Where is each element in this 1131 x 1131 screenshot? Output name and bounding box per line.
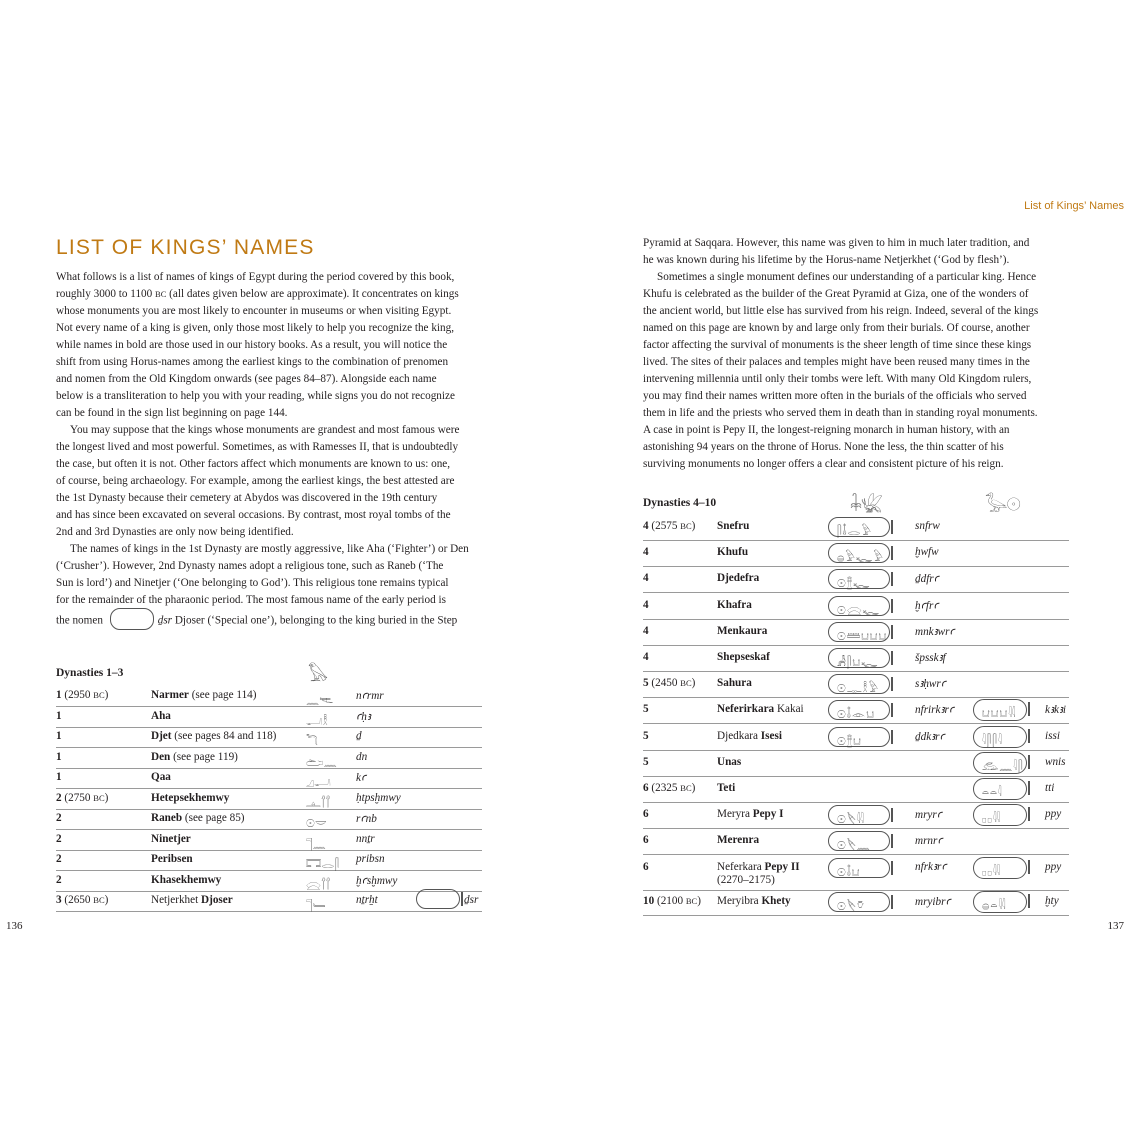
king-name: Djet bbox=[151, 730, 172, 742]
king-name-note: (see pages 84 and 118) bbox=[174, 730, 277, 742]
dynasty-number: 2 bbox=[56, 853, 62, 865]
prenomen-cartouche-icon bbox=[828, 858, 890, 878]
transliteration: ḥtpsḫmwy bbox=[356, 791, 401, 804]
table-row bbox=[643, 856, 1069, 891]
table-row bbox=[56, 789, 482, 810]
dynasty-number: 2 bbox=[56, 812, 62, 824]
king-name-cell bbox=[717, 520, 749, 532]
transliteration: ḫꜥsḫmwy bbox=[356, 874, 398, 887]
nomen-cartouche-icon bbox=[973, 891, 1027, 913]
body-line: Sun is lord’) and Ninetjer (‘One belonging to God’). This religious tone remains typical bbox=[56, 577, 449, 589]
cartouche-glyphs: 𓇳𓊽𓂓 bbox=[837, 735, 862, 748]
king-name-cell bbox=[717, 625, 767, 637]
transliteration: dn bbox=[356, 750, 368, 763]
king-name: Neferirkara bbox=[717, 703, 775, 716]
king-name: Khufu bbox=[717, 546, 749, 559]
king-name-prefix: Djedkara bbox=[717, 729, 761, 742]
dynasty-number: 3 bbox=[56, 894, 62, 906]
king-name-cell bbox=[151, 853, 193, 865]
body-line: the longest lived and most powerful. Sometimes, as with Ramesses II, that is undoubtedly bbox=[56, 441, 459, 453]
king-name-cell bbox=[717, 756, 741, 768]
table-row bbox=[643, 541, 1069, 567]
hieroglyph-icon: 𓈍𓋾𓋾 bbox=[306, 879, 331, 892]
table-row bbox=[643, 567, 1069, 593]
transliteration: mrnrꜥ bbox=[915, 835, 943, 848]
prenomen-cartouche-icon bbox=[828, 569, 890, 589]
nomen-transliteration: tti bbox=[1045, 782, 1055, 794]
transliteration: nfrkꜣrꜥ bbox=[915, 860, 947, 873]
dynasty-number: 4 bbox=[643, 572, 649, 585]
king-name: Pepy I bbox=[752, 808, 784, 821]
prenomen-cartouche-icon bbox=[828, 622, 890, 642]
hieroglyph-icon: 𓇳𓎟 bbox=[306, 818, 327, 830]
dynasty-number: 4 bbox=[643, 546, 649, 559]
nomen-transliteration: ppy bbox=[1045, 860, 1062, 873]
king-name-cell bbox=[151, 689, 257, 701]
nomen-transliteration: kꜣkꜣi bbox=[1045, 704, 1067, 717]
dynasty-cell bbox=[643, 651, 649, 663]
djoser-cartouche-icon bbox=[110, 608, 154, 630]
body-line: and nomen from the Old Kingdom onwards (see pages 84–87). Alongside each name bbox=[56, 373, 437, 385]
dynasty-cell bbox=[56, 710, 62, 722]
dynasty-number: 4 bbox=[643, 598, 649, 611]
table-row bbox=[56, 707, 482, 728]
dynasty-number: 2 bbox=[56, 832, 62, 845]
dynasty-cell bbox=[56, 689, 108, 701]
body-line: Not every name of a king is given, only those most likely to help you recognize the king, bbox=[56, 322, 455, 334]
dynasty-number: 1 bbox=[56, 771, 62, 783]
dynasty-number: 6 bbox=[643, 782, 649, 794]
table-row bbox=[56, 768, 482, 789]
horus-falcon-icon: 𓅃 bbox=[308, 665, 328, 685]
body-line: intervening millennia until only their tombs were left. With many Old Kingdom rulers, bbox=[643, 373, 1032, 385]
dynasty-number: 4 bbox=[643, 651, 649, 663]
transliteration: ḏ bbox=[356, 730, 362, 742]
prenomen-cartouche-icon bbox=[828, 543, 890, 563]
dynasty-cell bbox=[56, 833, 62, 845]
cartouche-glyphs: 𓏏𓏏𓇋 bbox=[982, 787, 1003, 799]
dynasty-cell bbox=[56, 751, 62, 763]
dynasty-number: 1 bbox=[56, 750, 62, 763]
dynasty-date: (2100 BC) bbox=[656, 894, 701, 907]
king-name-note: (see page 85) bbox=[184, 812, 245, 824]
cartouche-glyphs: 𓂓𓂓𓂓𓇌 bbox=[982, 708, 1017, 721]
dynasty-cell bbox=[56, 792, 108, 804]
transliteration: mnkꜣwrꜥ bbox=[915, 625, 955, 638]
cartouche-glyphs: 𓇳𓌸𓇌 bbox=[837, 814, 865, 827]
table-row bbox=[56, 850, 482, 871]
last-line-translit: ḏsr bbox=[157, 614, 173, 627]
prenomen-cartouche-icon bbox=[828, 892, 890, 912]
king-name: Khety bbox=[761, 894, 791, 907]
king-name: Snefru bbox=[717, 520, 750, 532]
hieroglyph-icon: 𓈖𓌻 bbox=[306, 695, 334, 707]
cartouche-icon bbox=[416, 889, 460, 909]
dynasty-number: 1 bbox=[56, 709, 62, 722]
dynasty-number: 6 bbox=[643, 808, 649, 821]
cartouche-glyphs: 𓇳𓏠𓂓𓂓𓂓 bbox=[837, 630, 888, 643]
body-line: A case in point is Pepy II, the longest-reigning monarch in human history, with an bbox=[643, 424, 1010, 436]
dynasty-cell bbox=[643, 703, 649, 715]
king-name-cell bbox=[151, 812, 245, 824]
transliteration: rꜥnb bbox=[356, 813, 377, 825]
left-last-line bbox=[56, 610, 457, 632]
table-row bbox=[643, 646, 1069, 672]
dynasty-date: (2575 BC) bbox=[651, 520, 696, 532]
dynasty-cell bbox=[56, 894, 108, 906]
cartouche-glyphs: 𓇳𓄤𓁹𓂓 bbox=[837, 709, 875, 722]
body-line: the ancient world, but little else has survived from his reign. Indeed, several of the kings bbox=[643, 305, 1039, 317]
dynasty-date: (2650 BC) bbox=[64, 894, 109, 906]
cartouche-glyphs: 𓊪𓊪𓇌 bbox=[982, 865, 1002, 878]
dynasty-cell bbox=[56, 771, 62, 783]
king-name-prefix: Neferkara bbox=[717, 860, 765, 873]
body-line: Pyramid at Saqqara. However, this name was given to him in much later tradition, and bbox=[643, 237, 1030, 249]
table-row bbox=[56, 871, 482, 892]
body-line: named on this page are known by and large only from their burials. Of course, another bbox=[643, 322, 1030, 334]
left-body-text bbox=[56, 269, 486, 609]
king-name: Khafra bbox=[717, 598, 752, 611]
transliteration: kꜥ bbox=[356, 772, 367, 784]
dynasty-cell bbox=[643, 546, 649, 558]
king-name-cell bbox=[717, 834, 759, 846]
transliteration: ḫwfw bbox=[915, 546, 939, 559]
body-line: astonishing 94 years on the throne of Horus. None the less, the thin scatter of his bbox=[643, 441, 1004, 453]
cartouche-glyphs: 𓇳𓌸𓄣 bbox=[837, 900, 865, 913]
hieroglyph-icon: 𓉐𓂋𓋴 bbox=[306, 859, 340, 871]
king-name-cell bbox=[717, 546, 748, 558]
hieroglyph-icon: 𓂧𓈖 bbox=[306, 756, 338, 769]
nomen-transliteration: issi bbox=[1045, 729, 1060, 742]
nomen-cartouche-icon bbox=[973, 752, 1027, 774]
king-name: Ninetjer bbox=[151, 832, 191, 845]
king-name: Djedefra bbox=[717, 572, 760, 585]
table-row bbox=[643, 725, 1069, 751]
dynasty-cell bbox=[56, 730, 62, 742]
prenomen-cartouche-icon bbox=[828, 805, 890, 825]
dynasty-date: (2325 BC) bbox=[651, 782, 696, 794]
dynasty-number: 6 bbox=[643, 834, 649, 847]
body-line: he was known during his lifetime by the Horus-name Netjerkhet (‘God by flesh’). bbox=[643, 254, 1010, 266]
hieroglyph-icon: 𓊵𓋾𓋾 bbox=[306, 797, 331, 810]
cartouche-glyphs: 𓊪𓊪𓇌 bbox=[982, 813, 1002, 826]
transliteration: ꜥḥꜣ bbox=[356, 710, 371, 723]
sedge-bee-icon: 𓇓𓆤 bbox=[850, 495, 882, 515]
king-name-cell bbox=[151, 833, 191, 845]
king-name-cell bbox=[151, 894, 233, 906]
transliteration: ḏdfrꜥ bbox=[915, 573, 939, 586]
cartouche-glyphs: 𓇳𓊃𓎛𓅱 bbox=[837, 683, 880, 696]
body-line: whose monuments you are most likely to encounter in museums or when visiting Egypt. bbox=[56, 305, 452, 317]
dynasty-cell bbox=[56, 874, 62, 886]
dynasty-number: 2 bbox=[56, 791, 62, 804]
transliteration: špsskꜣf bbox=[915, 652, 946, 664]
dynasty-cell bbox=[643, 677, 695, 689]
table-row bbox=[56, 748, 482, 769]
body-line: can be found in the sign list beginning on page 144. bbox=[56, 407, 288, 419]
king-name-cell bbox=[151, 792, 229, 804]
king-name-note: (see page 119) bbox=[173, 750, 238, 763]
transliteration: pribsn bbox=[356, 853, 385, 865]
king-name-cell bbox=[717, 703, 804, 715]
body-line: and has since been excavated on several occasions. By contrast, most royal tombs of the bbox=[56, 509, 451, 521]
king-name: Pepy II bbox=[764, 860, 800, 873]
dynasty-cell bbox=[56, 812, 62, 824]
reign-dates: (2270–2175) bbox=[717, 873, 775, 886]
king-name: Peribsen bbox=[151, 853, 193, 865]
nomen-transliteration: ḫty bbox=[1045, 894, 1059, 907]
dynasty-cell bbox=[643, 625, 649, 637]
body-line: for the remainder of the pharaonic period. The most famous name of the early period is bbox=[56, 594, 446, 606]
transliteration: nnṯr bbox=[356, 832, 375, 845]
king-name-cell bbox=[151, 874, 221, 886]
hieroglyph-icon: 𓆓 bbox=[306, 736, 318, 748]
king-name-cell bbox=[151, 730, 276, 742]
cartouche-glyphs: 𓋴𓄤𓂋𓅱 bbox=[837, 526, 872, 538]
body-line: them in life and the priests who served them in death than in standing royal monuments. bbox=[643, 407, 1038, 419]
hieroglyph-icon: 𓂝𓎛 bbox=[306, 715, 328, 728]
dynasty-cell bbox=[643, 808, 649, 820]
transliteration: mryrꜥ bbox=[915, 809, 943, 822]
dynasty-cell bbox=[643, 572, 649, 584]
body-line: below is a transliteration to help you with your reading, while signs you do not recognize bbox=[56, 390, 455, 402]
dynasty-number: 5 bbox=[643, 755, 649, 768]
cartouche-glyphs: 𓇳𓄤𓂓 bbox=[837, 866, 861, 879]
dynasty-cell bbox=[643, 782, 695, 794]
dynasty-number: 6 bbox=[643, 860, 649, 873]
cartouche-transliteration: ḏsr bbox=[464, 894, 479, 906]
table-row bbox=[643, 515, 1069, 541]
cartouche-glyphs: 𓐍𓏏𓇌 bbox=[982, 899, 1007, 912]
king-name: Teti bbox=[717, 782, 736, 794]
prenomen-cartouche-icon bbox=[828, 700, 890, 720]
page-title: LIST OF KINGS’ NAMES bbox=[56, 236, 315, 259]
body-line: roughly 3000 to 1100 BC (all dates given below are approximate). It concentrates on kings bbox=[56, 288, 459, 300]
transliteration: mryibrꜥ bbox=[915, 895, 951, 908]
king-name-cell bbox=[717, 677, 752, 689]
body-line: the 1st Dynasty because their cemetery at Abydos was discovered in the 19th century bbox=[56, 492, 438, 504]
king-name: Narmer bbox=[151, 689, 189, 701]
table-row bbox=[56, 891, 482, 912]
body-line: the case, but often it is not. Other factors affect which monuments are known to us: one, bbox=[56, 458, 451, 470]
king-name-cell bbox=[717, 861, 800, 887]
transliteration: snfrw bbox=[915, 520, 940, 532]
king-name-cell bbox=[717, 730, 782, 742]
king-name-cell bbox=[717, 599, 752, 611]
body-line: factor affecting the survival of monuments is the sheer length of time since these kings bbox=[643, 339, 1032, 351]
transliteration: ḫꜥfrꜥ bbox=[915, 599, 939, 612]
dynasty-number: 1 bbox=[56, 689, 62, 701]
table-row bbox=[56, 727, 482, 748]
king-name-suffix: Kakai bbox=[774, 703, 804, 716]
prenomen-cartouche-icon bbox=[828, 674, 890, 694]
table-row bbox=[643, 803, 1069, 829]
king-name: Djoser bbox=[201, 894, 233, 906]
dynasty-number: 4 bbox=[643, 520, 649, 532]
king-name: Menkaura bbox=[717, 624, 768, 637]
table-row bbox=[643, 829, 1069, 855]
king-name: Merenra bbox=[717, 834, 760, 847]
nomen-transliteration: wnis bbox=[1045, 755, 1066, 768]
king-name: Qaa bbox=[151, 771, 171, 783]
king-name-cell bbox=[717, 808, 784, 820]
cartouche-glyphs: 𓇳𓊽𓆑 bbox=[837, 578, 871, 591]
king-name-prefix: Meryra bbox=[717, 808, 753, 821]
table-row bbox=[643, 698, 1069, 724]
dynasty-number: 4 bbox=[643, 624, 649, 637]
king-name-prefix: Netjerkhet bbox=[151, 894, 202, 906]
prenomen-cartouche-icon bbox=[828, 727, 890, 747]
table-row bbox=[643, 751, 1069, 777]
hieroglyph-icon: 𓈎𓂝 bbox=[306, 777, 331, 789]
nomen-transliteration: ppy bbox=[1045, 808, 1062, 821]
king-name: Shepseskaf bbox=[717, 651, 770, 663]
king-name: Sahura bbox=[717, 677, 752, 690]
page-number-left: 136 bbox=[6, 920, 23, 932]
king-name-prefix: Meryibra bbox=[717, 894, 762, 907]
dynasty-date: (2950 BC) bbox=[64, 689, 109, 701]
dynasty-cell bbox=[643, 861, 649, 874]
cartouche-glyphs: 𓇳𓈍𓆑 bbox=[837, 604, 881, 617]
body-line: while names in bold are those used in our history books. As a result, you will notice the bbox=[56, 339, 448, 351]
king-name: Den bbox=[151, 750, 171, 763]
hieroglyph-icon: 𓊹𓄑 bbox=[306, 900, 326, 912]
king-name-note: (see page 114) bbox=[191, 689, 257, 701]
nomen-cartouche-icon bbox=[973, 804, 1027, 826]
king-name: Aha bbox=[151, 709, 171, 722]
last-line-before: the nomen bbox=[56, 614, 103, 627]
king-name-cell bbox=[151, 751, 238, 763]
table-row bbox=[56, 809, 482, 830]
table-row bbox=[643, 594, 1069, 620]
table-row bbox=[643, 890, 1069, 916]
table2-heading: Dynasties 4–10 bbox=[643, 497, 717, 509]
nomen-cartouche-icon bbox=[973, 726, 1027, 748]
prenomen-cartouche-icon bbox=[828, 517, 890, 537]
nomen-cartouche-icon bbox=[973, 778, 1027, 800]
transliteration: nfrirkꜣrꜥ bbox=[915, 704, 955, 717]
prenomen-cartouche-icon bbox=[828, 831, 890, 851]
body-line: surviving monuments no longer offers a clear and consistent picture of his reign. bbox=[643, 458, 1004, 470]
table-row bbox=[56, 830, 482, 851]
king-name-cell bbox=[717, 782, 735, 794]
table-row bbox=[56, 686, 482, 707]
dynasty-date: (2450 BC) bbox=[651, 677, 696, 690]
body-line: Sometimes a single monument defines our understanding of a particular king. Hence bbox=[657, 271, 1037, 283]
king-name-cell bbox=[717, 651, 770, 663]
dynasty-cell bbox=[643, 730, 649, 742]
nomen-cartouche-icon bbox=[973, 699, 1027, 721]
body-line: shift from using Horus-names among the earliest kings to the combination of prenomen bbox=[56, 356, 449, 368]
last-line-after: Djoser (‘Special one’), belonging to the king buried in the Step bbox=[174, 614, 458, 627]
dynasty-number: 1 bbox=[56, 730, 62, 742]
dynasty-number: 5 bbox=[643, 729, 649, 742]
king-name-cell bbox=[717, 572, 759, 584]
king-name: Hetepsekhemwy bbox=[151, 791, 230, 804]
cartouche-glyphs: 𓃹𓈖𓇋𓋴 bbox=[982, 760, 1024, 773]
king-name-cell bbox=[151, 771, 171, 783]
running-head: List of Kings’ Names bbox=[1024, 200, 1124, 212]
hieroglyph-icon: 𓊹𓈖 bbox=[306, 838, 326, 851]
body-line: What follows is a list of names of kings of Egypt during the period covered by this book, bbox=[56, 271, 455, 283]
table-row bbox=[643, 620, 1069, 646]
son-of-ra-icon: 𓅭𓇳 bbox=[985, 495, 1020, 515]
body-line: The names of kings in the 1st Dynasty are mostly aggressive, like Aha (‘Fighter’) or Den bbox=[70, 543, 469, 555]
dynasty-date: (2750 BC) bbox=[64, 791, 109, 804]
cartouche-glyphs: 𓀻𓋴𓂓𓆑 bbox=[837, 657, 879, 669]
transliteration: nṯrẖt bbox=[356, 894, 378, 906]
dynasty-number: 10 bbox=[643, 894, 655, 907]
dynasty-number: 5 bbox=[643, 677, 649, 690]
dynasty-cell bbox=[56, 853, 62, 865]
dynasty-cell bbox=[643, 520, 695, 532]
body-line: lived. The sites of their palaces and temples might have been reused many times in the bbox=[643, 356, 1030, 368]
dynasty-cell bbox=[643, 756, 649, 768]
king-name: Khasekhemwy bbox=[151, 873, 222, 886]
transliteration: ḏdkꜣrꜥ bbox=[915, 730, 945, 743]
right-body-text bbox=[643, 235, 1073, 473]
dynasty-number: 5 bbox=[643, 703, 649, 716]
king-name: Isesi bbox=[760, 729, 782, 742]
cartouche-glyphs: 𓇳𓌸𓈖 bbox=[837, 840, 871, 853]
transliteration: sꜣḥwrꜥ bbox=[915, 678, 947, 691]
table-row bbox=[643, 672, 1069, 698]
table-row bbox=[643, 777, 1069, 803]
nomen-cartouche-icon bbox=[973, 857, 1027, 879]
body-line: (‘Crusher’). However, 2nd Dynasty names adopt a religious tone, such as Raneb (‘The bbox=[56, 560, 444, 572]
prenomen-cartouche-icon bbox=[828, 596, 890, 616]
cartouche-glyphs: 𓇋𓋴𓋴𓇋 bbox=[982, 734, 1003, 747]
dynasty-cell bbox=[643, 599, 649, 611]
dynasty-number: 2 bbox=[56, 873, 62, 886]
king-name: Unas bbox=[717, 755, 742, 768]
king-name-cell bbox=[151, 710, 171, 722]
king-name-cell bbox=[717, 895, 791, 907]
king-name: Raneb bbox=[151, 812, 183, 824]
prenomen-cartouche-icon bbox=[828, 648, 890, 668]
cartouche-glyphs: 𓐍𓅱𓆑𓅱 bbox=[837, 552, 884, 565]
table1-heading: Dynasties 1–3 bbox=[56, 667, 124, 679]
body-line: of course, being archaeology. For example, among the earliest kings, the best attested are bbox=[56, 475, 455, 487]
dynasty-cell bbox=[643, 834, 649, 846]
body-line: you may find their names written more often in the burials of the officials who served bbox=[643, 390, 1027, 402]
body-line: Khufu is celebrated as the builder of the Great Pyramid at Giza, one of the wonders of bbox=[643, 288, 1029, 300]
body-line: 2nd and 3rd Dynasties are only now being identified. bbox=[56, 526, 294, 538]
transliteration: nꜥrmr bbox=[356, 690, 384, 702]
body-line: You may suppose that the kings whose monuments are grandest and most famous were bbox=[70, 424, 460, 436]
page-number-right: 137 bbox=[1107, 920, 1124, 932]
dynasty-cell bbox=[643, 895, 701, 907]
